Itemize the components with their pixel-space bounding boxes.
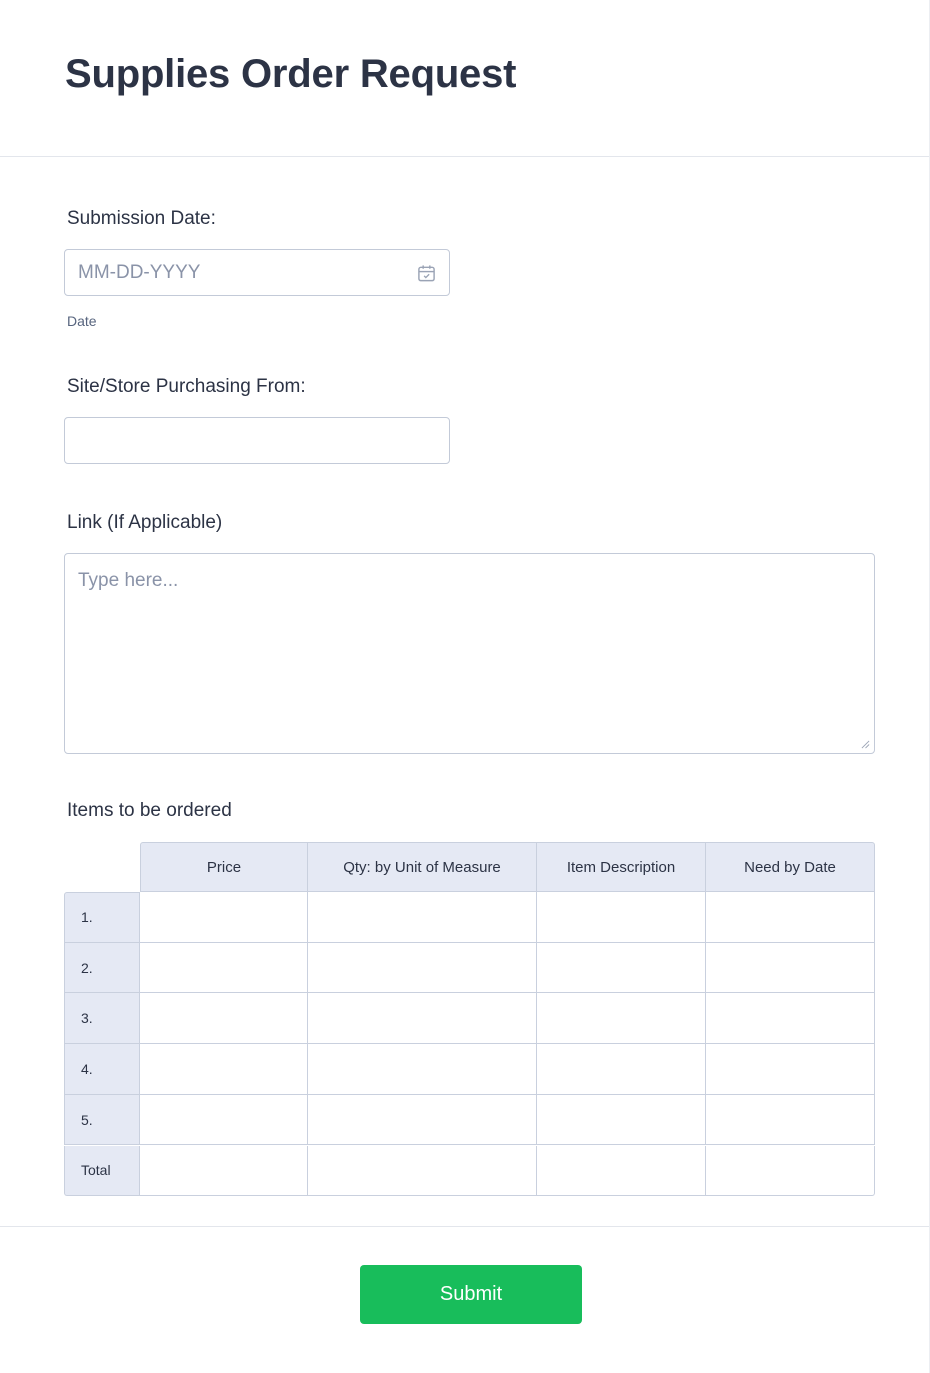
matrix-row-header: 4. [64,1044,140,1095]
site-store-label: Site/Store Purchasing From: [67,376,306,397]
matrix-cell[interactable] [537,892,706,943]
matrix-cell[interactable] [308,943,537,994]
matrix-cell[interactable] [706,1146,875,1197]
matrix-cell[interactable] [140,1146,308,1197]
page-title: Supplies Order Request [65,52,517,96]
matrix-cell[interactable] [140,1095,308,1146]
matrix-cell[interactable] [706,892,875,943]
matrix-row-header: Total [64,1146,140,1197]
matrix-row-header: 1. [64,892,140,943]
matrix-cell[interactable] [537,943,706,994]
matrix-cell[interactable] [308,993,537,1044]
matrix-cell[interactable] [308,892,537,943]
submission-date-label: Submission Date: [67,208,216,229]
matrix-cell[interactable] [308,1146,537,1197]
submission-date-input[interactable] [64,249,450,296]
matrix-column-header: Price [140,842,308,892]
matrix-column-header: Qty: by Unit of Measure [308,842,537,892]
footer-divider [0,1226,929,1227]
submission-date-placeholder: MM-DD-YYYY [78,262,201,283]
form-header [0,0,929,157]
matrix-cell[interactable] [140,943,308,994]
matrix-cell[interactable] [308,1044,537,1095]
matrix-cell[interactable] [537,1044,706,1095]
matrix-cell[interactable] [308,1095,537,1146]
matrix-row-header: 5. [64,1095,140,1146]
matrix-cell[interactable] [140,1044,308,1095]
link-textarea[interactable] [64,553,875,754]
matrix-cell[interactable] [706,943,875,994]
submit-button[interactable]: Submit [360,1265,582,1324]
matrix-column-header: Item Description [537,842,706,892]
calendar-icon[interactable] [417,264,436,283]
matrix-cell[interactable] [537,993,706,1044]
matrix-cell[interactable] [706,1044,875,1095]
link-label: Link (If Applicable) [67,512,223,533]
link-placeholder: Type here... [78,570,179,591]
matrix-row-header: 3. [64,993,140,1044]
submission-date-sublabel: Date [67,313,97,329]
matrix-cell[interactable] [140,993,308,1044]
matrix-cell[interactable] [537,1095,706,1146]
matrix-column-header: Need by Date [706,842,875,892]
matrix-cell[interactable] [706,1095,875,1146]
site-store-input[interactable] [64,417,450,464]
resize-handle-icon[interactable] [861,740,870,749]
matrix-row-header: 2. [64,943,140,994]
matrix-cell[interactable] [140,892,308,943]
items-label: Items to be ordered [67,800,232,821]
matrix-cell[interactable] [537,1146,706,1197]
matrix-cell[interactable] [706,993,875,1044]
